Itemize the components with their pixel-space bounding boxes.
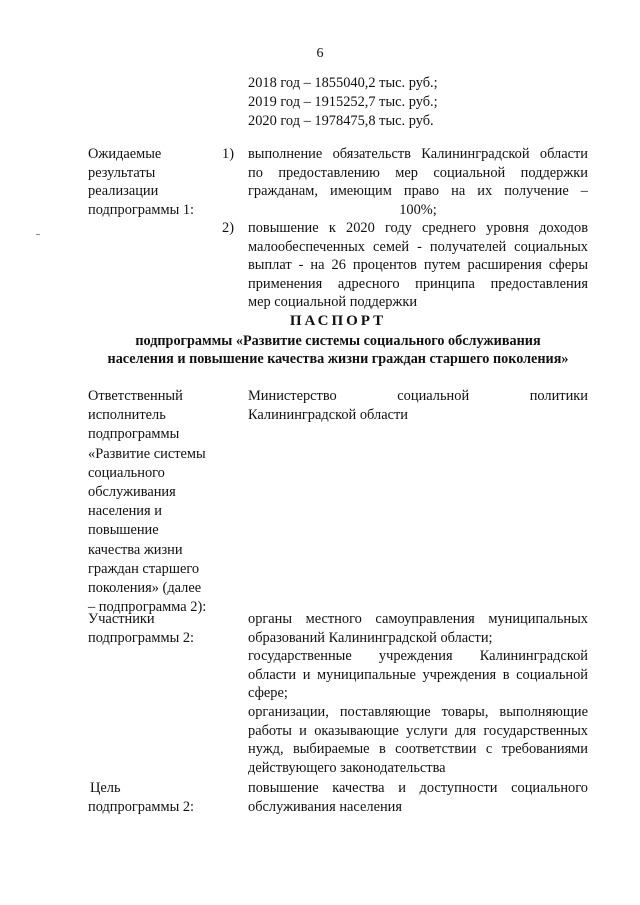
finance-line-2020: 2020 год – 1978475,8 тыс. руб. (248, 113, 434, 129)
label-line: подпрограммы 1: (88, 201, 195, 218)
label-line: реализации (88, 183, 159, 200)
text-line: выполнение обязательств Калининградской области (248, 146, 588, 162)
label-line: подпрограммы 2: (88, 798, 195, 815)
text-line: обслуживания населения (248, 798, 402, 815)
text-line: по предоставлению мер социальной поддержки (248, 164, 588, 181)
page-number: 6 (316, 46, 324, 61)
text-line: работы и оказывающие услуги для государственных (248, 722, 588, 739)
label-line: обслуживания (88, 484, 176, 501)
text-line: сфере; (248, 685, 288, 702)
expected-result-1 (248, 145, 588, 219)
label-line: качества жизни (88, 541, 183, 558)
text-line: органы местного самоуправления муниципальных (248, 611, 588, 627)
label-line: подпрограммы 2: (88, 629, 195, 646)
label-line: «Развитие системы (88, 445, 206, 462)
text-line: области и муниципальные учреждения в социальной (248, 666, 588, 683)
text-line: государственные учреждения Калининградской (248, 648, 588, 665)
label-line: Цель (90, 780, 121, 796)
text-line: организации, поставляющие товары, выполняющие (248, 703, 588, 720)
list-marker-1: 1) (222, 146, 234, 162)
finance-line-2018: 2018 год – 1855040,2 тыс. руб.; (248, 75, 438, 91)
participants-content (248, 610, 588, 777)
label-line: подпрограммы (88, 426, 180, 443)
text-line: Министерство социальной политики (248, 388, 588, 404)
label-line: Ответственный (88, 388, 183, 404)
text-line: 100%; (399, 201, 437, 218)
passport-subtitle-line1: подпрограммы «Развитие системы социального обслуживания (135, 333, 541, 349)
label-line: Участники (88, 611, 155, 627)
text-line: мер социальной поддержки (248, 294, 418, 311)
goal-content (248, 779, 588, 816)
label-line: повышение (88, 522, 159, 539)
expected-results-label (88, 145, 233, 219)
label-line: результаты (88, 164, 156, 181)
text-line: выплат - на 26 процентов путем расширения сферы (248, 257, 588, 274)
label-line: социального (88, 464, 165, 481)
passport-title: ПАСПОРТ (289, 313, 387, 329)
label-line: граждан старшего (88, 560, 200, 577)
text-line: нужд, выбираемые в соответствии с требованиями (248, 741, 588, 758)
text-line: повышение к 2020 году среднего уровня доходов (248, 220, 588, 236)
text-line: Калининградской области (248, 406, 408, 423)
label-line: исполнитель (88, 407, 166, 424)
text-line: применения адресного принципа предоставления (248, 275, 588, 292)
participants-label (88, 610, 233, 647)
label-line: Ожидаемые (88, 146, 162, 162)
text-line: гражданам, имеющим право на их получение – (248, 183, 588, 200)
text-line: действующего законодательства (248, 759, 446, 776)
label-line: поколения» (далее (88, 580, 202, 597)
responsible-content (248, 387, 588, 424)
text-line: повышение качества и доступности социального (248, 780, 588, 796)
goal-label (88, 779, 233, 816)
finance-lines (248, 74, 438, 131)
label-line: населения и (88, 503, 162, 520)
label-line: – подпрограмма 2): (88, 599, 207, 616)
list-marker-2: 2) (222, 220, 234, 236)
text-line: образований Калининградской области; (248, 629, 493, 646)
responsible-label (88, 387, 233, 617)
text-line: малообеспеченных семей - получателей социальных (248, 238, 588, 255)
passport-subtitle-line2: населения и повышение качества жизни граждан старшего поколения» (107, 351, 569, 367)
finance-line-2019: 2019 год – 1915252,7 тыс. руб.; (248, 94, 438, 110)
margin-mark (36, 234, 40, 235)
expected-result-2 (248, 219, 588, 312)
